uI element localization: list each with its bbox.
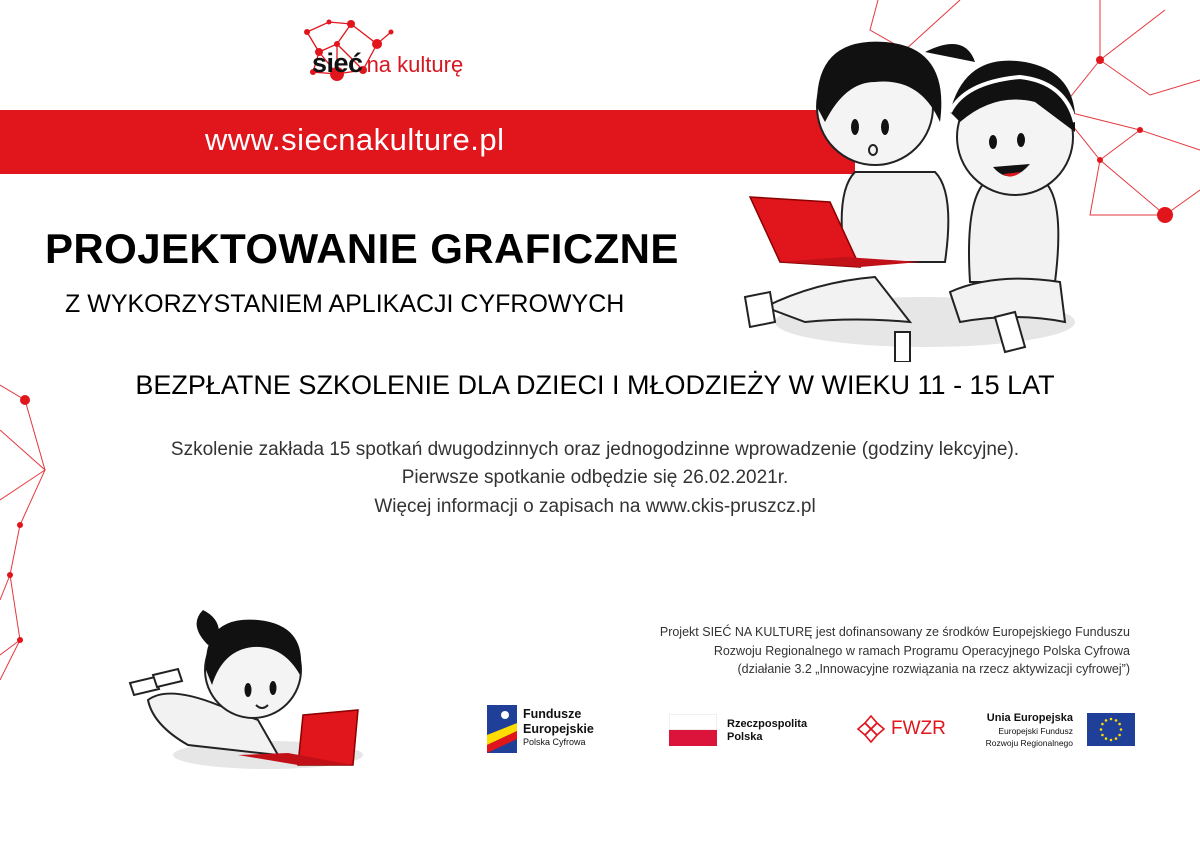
ue-line2: Europejski Fundusz: [998, 725, 1073, 736]
info-line: Pierwsze spotkanie odbędzie się 26.02.2021r.: [401, 467, 789, 488]
fe-line3: Polska Cyfrowa: [523, 737, 586, 748]
page-title: PROJEKTOWANIE GRAFICZNE: [45, 225, 679, 272]
project-note: (działanie 3.2 „Innowacyjne rozwiązania na rzecz aktywizacji cyfrowej”): [737, 662, 1130, 676]
fwzr-logo: [855, 712, 950, 746]
kids-laptop-illustration: [735, 22, 1075, 362]
brand-logo: [312, 48, 463, 79]
project-note: Rozwoju Regionalnego w ramach Programu Operacyjnego Polska Cyfrowa: [713, 644, 1130, 658]
ue-line1: Unia Europejska: [986, 712, 1073, 724]
fe-flag-icon: [487, 705, 517, 753]
page-subtitle: Z WYKORZYSTANIEM APLIKACJI CYFROWYCH: [65, 290, 625, 318]
info-line: Szkolenie zakłada 15 spotkań dwugodzinnych oraz jednogodzinne wprowadzenie (godziny lekcyjne).: [170, 439, 1020, 460]
info-line: Więcej informacji o zapisach na www.ckis-pruszcz.pl: [374, 496, 816, 517]
brand-tagline: na kulturę: [366, 52, 464, 77]
fe-line1: Fundusze: [523, 707, 582, 721]
rzeczpospolita-polska-logo: [669, 714, 819, 748]
fwzr-label: FWZR: [891, 718, 946, 739]
fundusze-europejskie-logo: [487, 705, 617, 753]
fe-line2: Europejskie: [523, 721, 594, 736]
rp-line2: Polska: [727, 730, 763, 743]
project-note: Projekt SIEĆ NA KULTURĘ jest dofinansowany ze środków Europejskiego Funduszu: [659, 625, 1130, 639]
rp-line1: Rzeczpospolita: [727, 718, 808, 730]
girl-laptop-illustration: [128, 605, 368, 775]
ue-line3: Rozwoju Regionalnego: [985, 738, 1073, 749]
headline: BEZPŁATNE SZKOLENIE DLA DZIECI I MŁODZIEŻY W WIEKU 11 - 15 LAT: [135, 370, 1055, 400]
fwzr-icon: [855, 714, 887, 744]
unia-europejska-logo: [985, 712, 1135, 748]
polish-flag-icon: [669, 714, 717, 746]
eu-flag-icon: [1087, 713, 1135, 746]
brand-name: sieć: [312, 48, 363, 78]
banner-url[interactable]: www.siecnakulture.pl: [205, 122, 505, 157]
